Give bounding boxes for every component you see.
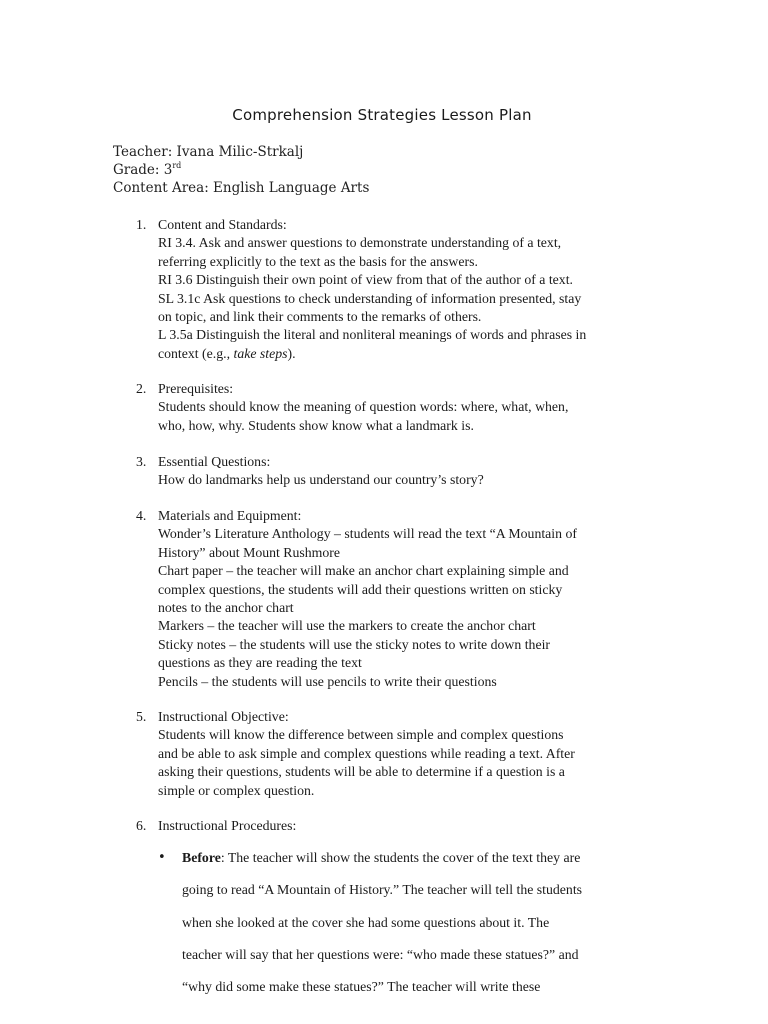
section-number: 2. [136, 381, 147, 396]
section-line: Wonder’s Literature Anthology – students will read the text “A Mountain of [158, 526, 577, 542]
section-line: complex questions, the students will add their questions written on sticky [158, 581, 563, 597]
section-line: Students will know the difference between simple and complex questions [158, 727, 564, 743]
grade-text: Grade: 3 [113, 162, 173, 178]
section-number: 6. [136, 818, 147, 833]
section-heading: Instructional Objective: [158, 709, 289, 724]
section-line: Chart paper – the teacher will make an anchor chart explaining simple and [158, 563, 569, 579]
bullet-line: teacher will say that her questions were: “who made these statues?” and [182, 946, 579, 962]
section-line: Sticky notes – the students will use the sticky notes to write down their [158, 636, 551, 652]
line-text: : The teacher will show the students the cover of the text they are [220, 850, 581, 866]
section-line [158, 345, 676, 363]
section-line: on topic, and link their comments to the remarks of others. [158, 309, 482, 325]
section-materials-equipment [136, 507, 676, 691]
procedure-bullet-item [158, 849, 676, 996]
bullet-line [182, 849, 676, 867]
bullet-bold-label: Before [182, 850, 221, 866]
section-heading: Instructional Procedures: [158, 818, 297, 833]
section-line: questions as they are reading the text [158, 655, 362, 671]
section-number: 3. [136, 454, 147, 469]
bullet-line: going to read “A Mountain of History.” The teacher will tell the students [182, 882, 583, 898]
section-line: simple or complex question. [158, 782, 315, 798]
section-prerequisites [136, 380, 676, 435]
section-line: How do landmarks help us understand our country’s story? [158, 472, 484, 488]
section-line: RI 3.6 Distinguish their own point of view from that of the author of a text. [158, 272, 573, 288]
bullet-line: “why did some make these statues?” The teacher will write these [182, 979, 541, 995]
section-line: referring explicitly to the text as the basis for the answers. [158, 253, 478, 269]
grade-line [113, 161, 369, 179]
section-number: 5. [136, 709, 147, 724]
section-line: SL 3.1c Ask questions to check understanding of information presented, stay [158, 290, 582, 306]
grade-superscript: rd [172, 161, 182, 170]
bullet-icon: • [158, 850, 166, 866]
section-number: 4. [136, 508, 147, 523]
section-heading: Essential Questions: [158, 454, 271, 469]
section-instructional-procedures [136, 817, 676, 1010]
line-text: ). [287, 345, 296, 361]
line-text: context (e.g., [158, 345, 234, 361]
section-line: L 3.5a Distinguish the literal and nonliteral meanings of words and phrases in [158, 327, 587, 343]
section-line: History” about Mount Rushmore [158, 544, 341, 560]
section-heading: Prerequisites: [158, 381, 234, 396]
section-line: Pencils – the students will use pencils to write their questions [158, 673, 497, 689]
bullet-line: when she looked at the cover she had some questions about it. The [182, 914, 550, 930]
section-heading: Materials and Equipment: [158, 508, 302, 523]
section-line: who, how, why. Students show know what a landmark is. [158, 417, 474, 433]
teacher-line: Teacher: Ivana Milic-Strkalj [113, 144, 304, 160]
section-content-standards [136, 216, 676, 363]
section-line: notes to the anchor chart [158, 600, 294, 616]
section-line: and be able to ask simple and complex questions while reading a text. After [158, 745, 575, 761]
section-line: Students should know the meaning of question words: where, what, when, [158, 399, 569, 415]
section-essential-questions [136, 453, 676, 490]
section-instructional-objective [136, 708, 676, 800]
lesson-meta [113, 143, 369, 197]
italic-example: take steps [233, 345, 288, 361]
section-line: Markers – the teacher will use the markers to create the anchor chart [158, 618, 536, 634]
section-heading: Content and Standards: [158, 217, 287, 232]
section-number: 1. [136, 217, 147, 232]
section-line: RI 3.4. Ask and answer questions to demonstrate understanding of a text, [158, 235, 562, 251]
document-title: Comprehension Strategies Lesson Plan [232, 106, 532, 124]
content-area-line: Content Area: English Language Arts [113, 180, 370, 196]
section-line: asking their questions, students will be able to determine if a question is a [158, 764, 565, 780]
